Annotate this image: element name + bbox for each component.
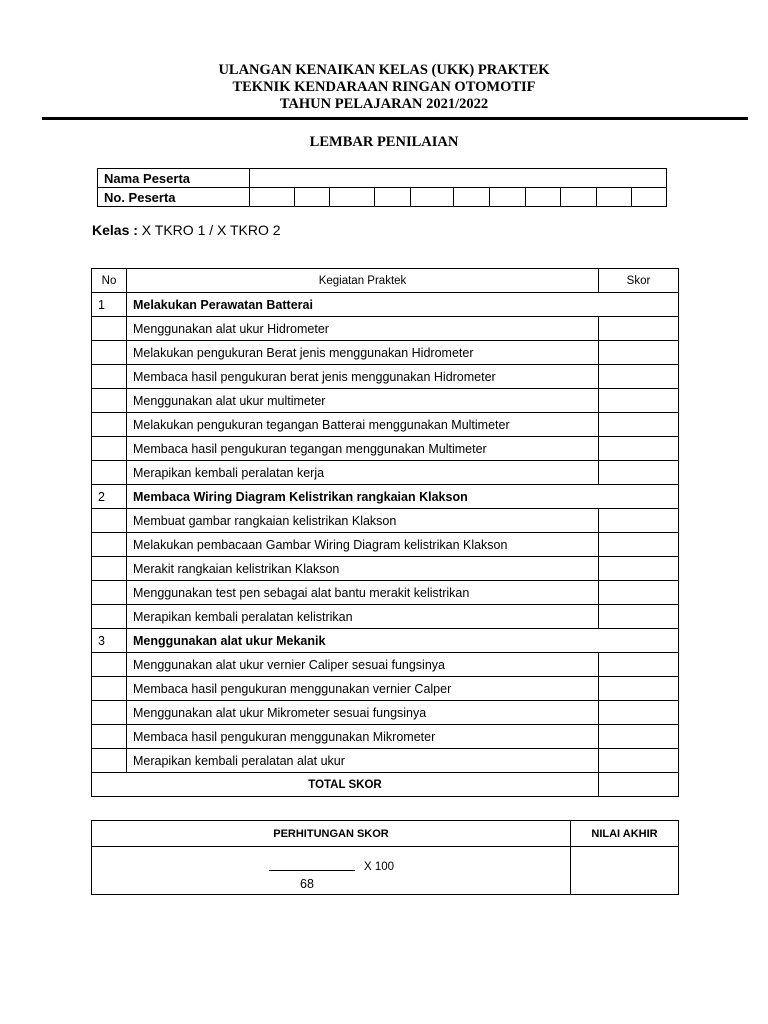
table-row	[92, 581, 679, 605]
score-cell[interactable]	[599, 341, 679, 365]
participant-number-label: No. Peserta	[98, 188, 250, 207]
document-header	[0, 62, 768, 113]
table-row	[92, 701, 679, 725]
score-cell[interactable]	[599, 461, 679, 485]
participant-name-field[interactable]	[250, 169, 667, 188]
activity-cell: Menggunakan alat ukur Mikrometer sesuai fungsinya	[127, 701, 599, 725]
participant-number-box[interactable]	[632, 188, 667, 207]
activity-cell: Menggunakan test pen sebagai alat bantu merakit kelistrikan	[127, 581, 599, 605]
number-cell	[92, 557, 127, 581]
table-row	[92, 413, 679, 437]
total-score-cell[interactable]	[599, 773, 679, 797]
score-cell[interactable]	[599, 749, 679, 773]
table-row	[92, 725, 679, 749]
section-row	[92, 485, 679, 509]
activity-cell: Menggunakan alat ukur vernier Caliper sesuai fungsinya	[127, 653, 599, 677]
score-cell[interactable]	[599, 389, 679, 413]
section-number: 3	[92, 629, 127, 653]
number-cell	[92, 677, 127, 701]
final-score-cell[interactable]	[571, 847, 679, 895]
section-number: 2	[92, 485, 127, 509]
table-row	[92, 437, 679, 461]
score-cell[interactable]	[599, 509, 679, 533]
participant-number-box[interactable]	[454, 188, 490, 207]
participant-number-box[interactable]	[526, 188, 561, 207]
participant-identity-table	[97, 168, 667, 207]
number-cell	[92, 701, 127, 725]
table-row	[92, 509, 679, 533]
score-cell[interactable]	[599, 725, 679, 749]
participant-number-box[interactable]	[330, 188, 375, 207]
score-calculation-table	[91, 820, 679, 895]
table-row	[92, 461, 679, 485]
class-info	[92, 222, 281, 238]
participant-number-box[interactable]	[250, 188, 295, 207]
activity-cell: Menggunakan alat ukur multimeter	[127, 389, 599, 413]
participant-number-box[interactable]	[375, 188, 411, 207]
column-header-score: Skor	[599, 269, 679, 293]
score-cell[interactable]	[599, 413, 679, 437]
participant-number-box[interactable]	[561, 188, 597, 207]
denominator-text: 68	[300, 877, 314, 891]
number-cell	[92, 413, 127, 437]
number-cell	[92, 365, 127, 389]
score-cell[interactable]	[599, 581, 679, 605]
activity-cell: Merapikan kembali peralatan kerja	[127, 461, 599, 485]
table-row	[92, 605, 679, 629]
score-cell[interactable]	[599, 365, 679, 389]
number-cell	[92, 725, 127, 749]
calculation-header: PERHITUNGAN SKOR	[92, 821, 571, 847]
score-cell[interactable]	[599, 317, 679, 341]
section-row	[92, 629, 679, 653]
table-row	[92, 317, 679, 341]
table-header-row	[92, 269, 679, 293]
table-row	[92, 365, 679, 389]
number-cell	[92, 437, 127, 461]
section-title: Melakukan Perawatan Batterai	[127, 293, 679, 317]
activity-cell: Melakukan pengukuran Berat jenis menggunakan Hidrometer	[127, 341, 599, 365]
participant-number-box[interactable]	[490, 188, 526, 207]
total-score-label: TOTAL SKOR	[92, 773, 599, 797]
section-number: 1	[92, 293, 127, 317]
activity-cell: Membaca hasil pengukuran tegangan menggunakan Multimeter	[127, 437, 599, 461]
activity-cell: Membaca hasil pengukuran berat jenis menggunakan Hidrometer	[127, 365, 599, 389]
score-cell[interactable]	[599, 653, 679, 677]
table-row	[92, 677, 679, 701]
score-cell[interactable]	[599, 677, 679, 701]
table-row	[92, 341, 679, 365]
assessment-table	[91, 268, 679, 797]
activity-cell: Membaca hasil pengukuran menggunakan vernier Calper	[127, 677, 599, 701]
score-cell[interactable]	[599, 533, 679, 557]
activity-cell: Melakukan pembacaan Gambar Wiring Diagram kelistrikan Klakson	[127, 533, 599, 557]
table-row	[92, 389, 679, 413]
activity-cell: Melakukan pengukuran tegangan Batterai menggunakan Multimeter	[127, 413, 599, 437]
activity-cell: Membuat gambar rangkaian kelistrikan Klakson	[127, 509, 599, 533]
column-header-no: No	[92, 269, 127, 293]
activity-cell: Merapikan kembali peralatan alat ukur	[127, 749, 599, 773]
section-row	[92, 293, 679, 317]
final-score-header: NILAI AKHIR	[571, 821, 679, 847]
total-row	[92, 773, 679, 797]
section-title: Menggunakan alat ukur Mekanik	[127, 629, 679, 653]
number-cell	[92, 605, 127, 629]
score-cell[interactable]	[599, 437, 679, 461]
number-cell	[92, 653, 127, 677]
number-cell	[92, 389, 127, 413]
table-row	[92, 557, 679, 581]
activity-cell: Merakit rangkaian kelistrikan Klakson	[127, 557, 599, 581]
fraction-line	[269, 870, 355, 871]
column-header-activity: Kegiatan Praktek	[127, 269, 599, 293]
number-cell	[92, 317, 127, 341]
header-line-2: TEKNIK KENDARAAN RINGAN OTOMOTIF	[232, 79, 536, 95]
activity-cell: Menggunakan alat ukur Hidrometer	[127, 317, 599, 341]
header-divider	[42, 117, 748, 120]
table-row	[92, 533, 679, 557]
participant-number-box[interactable]	[411, 188, 454, 207]
participant-name-label: Nama Peserta	[98, 169, 250, 188]
number-cell	[92, 461, 127, 485]
activity-cell: Merapikan kembali peralatan kelistrikan	[127, 605, 599, 629]
score-cell[interactable]	[599, 557, 679, 581]
table-row	[92, 653, 679, 677]
page-subtitle: LEMBAR PENILAIAN	[309, 134, 459, 150]
class-value: X TKRO 1 / X TKRO 2	[137, 222, 281, 238]
number-cell	[92, 533, 127, 557]
score-cell[interactable]	[599, 605, 679, 629]
number-cell	[92, 509, 127, 533]
class-label: Kelas :	[92, 222, 138, 238]
participant-number-box[interactable]	[597, 188, 632, 207]
number-cell	[92, 341, 127, 365]
activity-cell: Membaca hasil pengukuran menggunakan Mikrometer	[127, 725, 599, 749]
table-row	[92, 749, 679, 773]
score-cell[interactable]	[599, 701, 679, 725]
number-cell	[92, 749, 127, 773]
header-line-3: TAHUN PELAJARAN 2021/2022	[279, 96, 489, 112]
number-cell	[92, 581, 127, 605]
section-title: Membaca Wiring Diagram Kelistrikan rangkaian Klakson	[127, 485, 679, 509]
multiplier-text: X 100	[364, 861, 395, 873]
participant-number-box[interactable]	[295, 188, 330, 207]
header-line-1: ULANGAN KENAIKAN KELAS (UKK) PRAKTEK	[218, 62, 550, 78]
calculation-cell[interactable]	[92, 847, 571, 895]
